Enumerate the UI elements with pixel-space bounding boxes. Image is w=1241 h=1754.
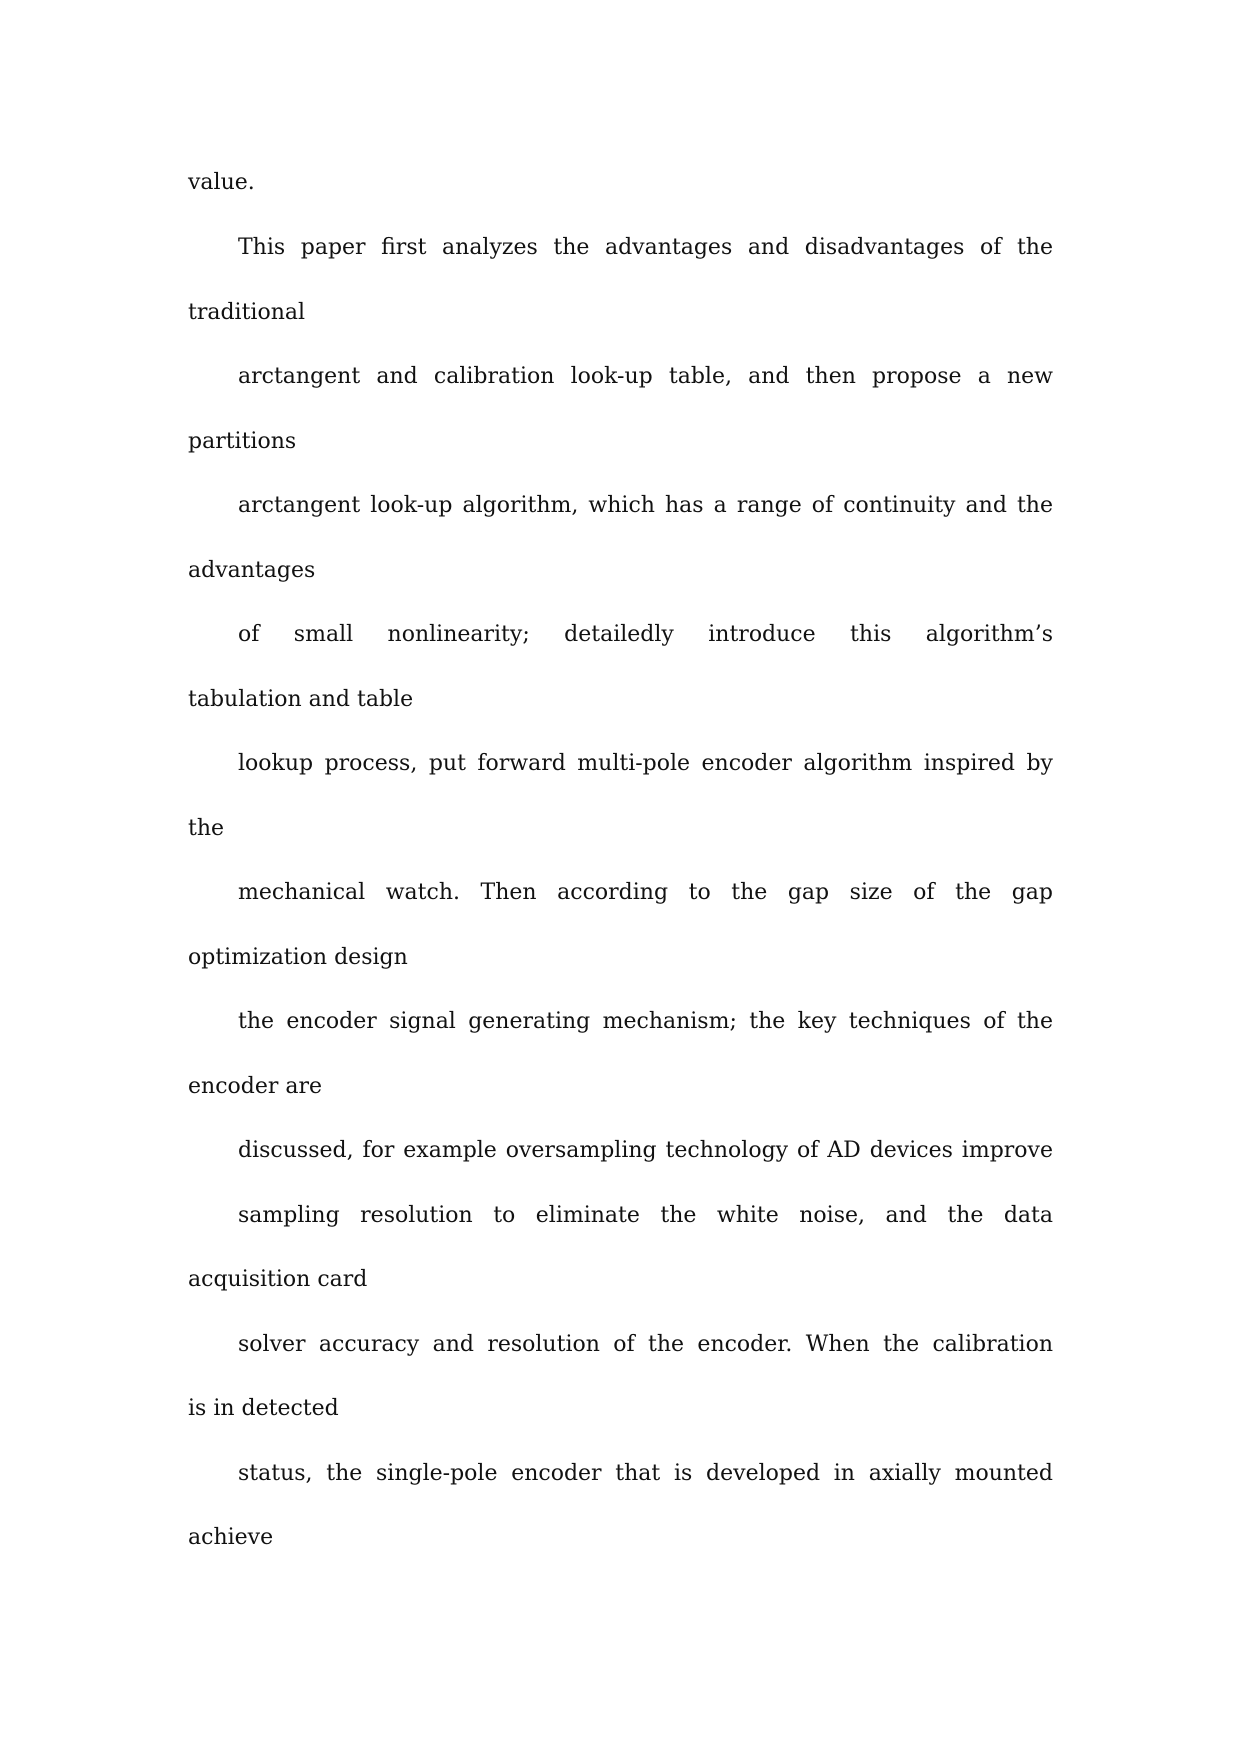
text-line-18: acquisition card	[188, 1267, 368, 1292]
text-line-1: value.	[188, 170, 255, 195]
text-line-8: of small nonlinearity; detailedly introduce this algorithm’s	[238, 622, 1053, 647]
text-line-14: the encoder signal generating mechanism; the key techniques of the	[238, 1009, 1053, 1034]
text-line-6: arctangent look-up algorithm, which has a range of continuity and the	[238, 493, 1053, 518]
text-line-21: status, the single-pole encoder that is developed in axially mounted	[238, 1461, 1053, 1486]
text-line-4: arctangent and calibration look-up table, and then propose a new	[238, 364, 1053, 389]
text-line-16: discussed, for example oversampling technology of AD devices improve	[238, 1138, 1053, 1163]
text-line-10: lookup process, put forward multi-pole encoder algorithm inspired by	[238, 751, 1053, 776]
text-line-13: optimization design	[188, 945, 408, 970]
text-line-12: mechanical watch. Then according to the gap size of the gap	[238, 880, 1053, 905]
text-line-3: traditional	[188, 300, 306, 325]
text-line-19: solver accuracy and resolution of the encoder. When the calibration	[238, 1332, 1053, 1357]
text-line-11: the	[188, 816, 225, 841]
text-line-15: encoder are	[188, 1074, 323, 1099]
text-line-7: advantages	[188, 558, 316, 583]
text-line-22: achieve	[188, 1525, 274, 1550]
text-line-20: is in detected	[188, 1396, 339, 1421]
text-line-2: This paper first analyzes the advantages and disadvantages of the	[238, 235, 1053, 260]
text-line-17: sampling resolution to eliminate the white noise, and the data	[238, 1203, 1053, 1228]
text-line-9: tabulation and table	[188, 687, 414, 712]
text-line-5: partitions	[188, 429, 297, 454]
